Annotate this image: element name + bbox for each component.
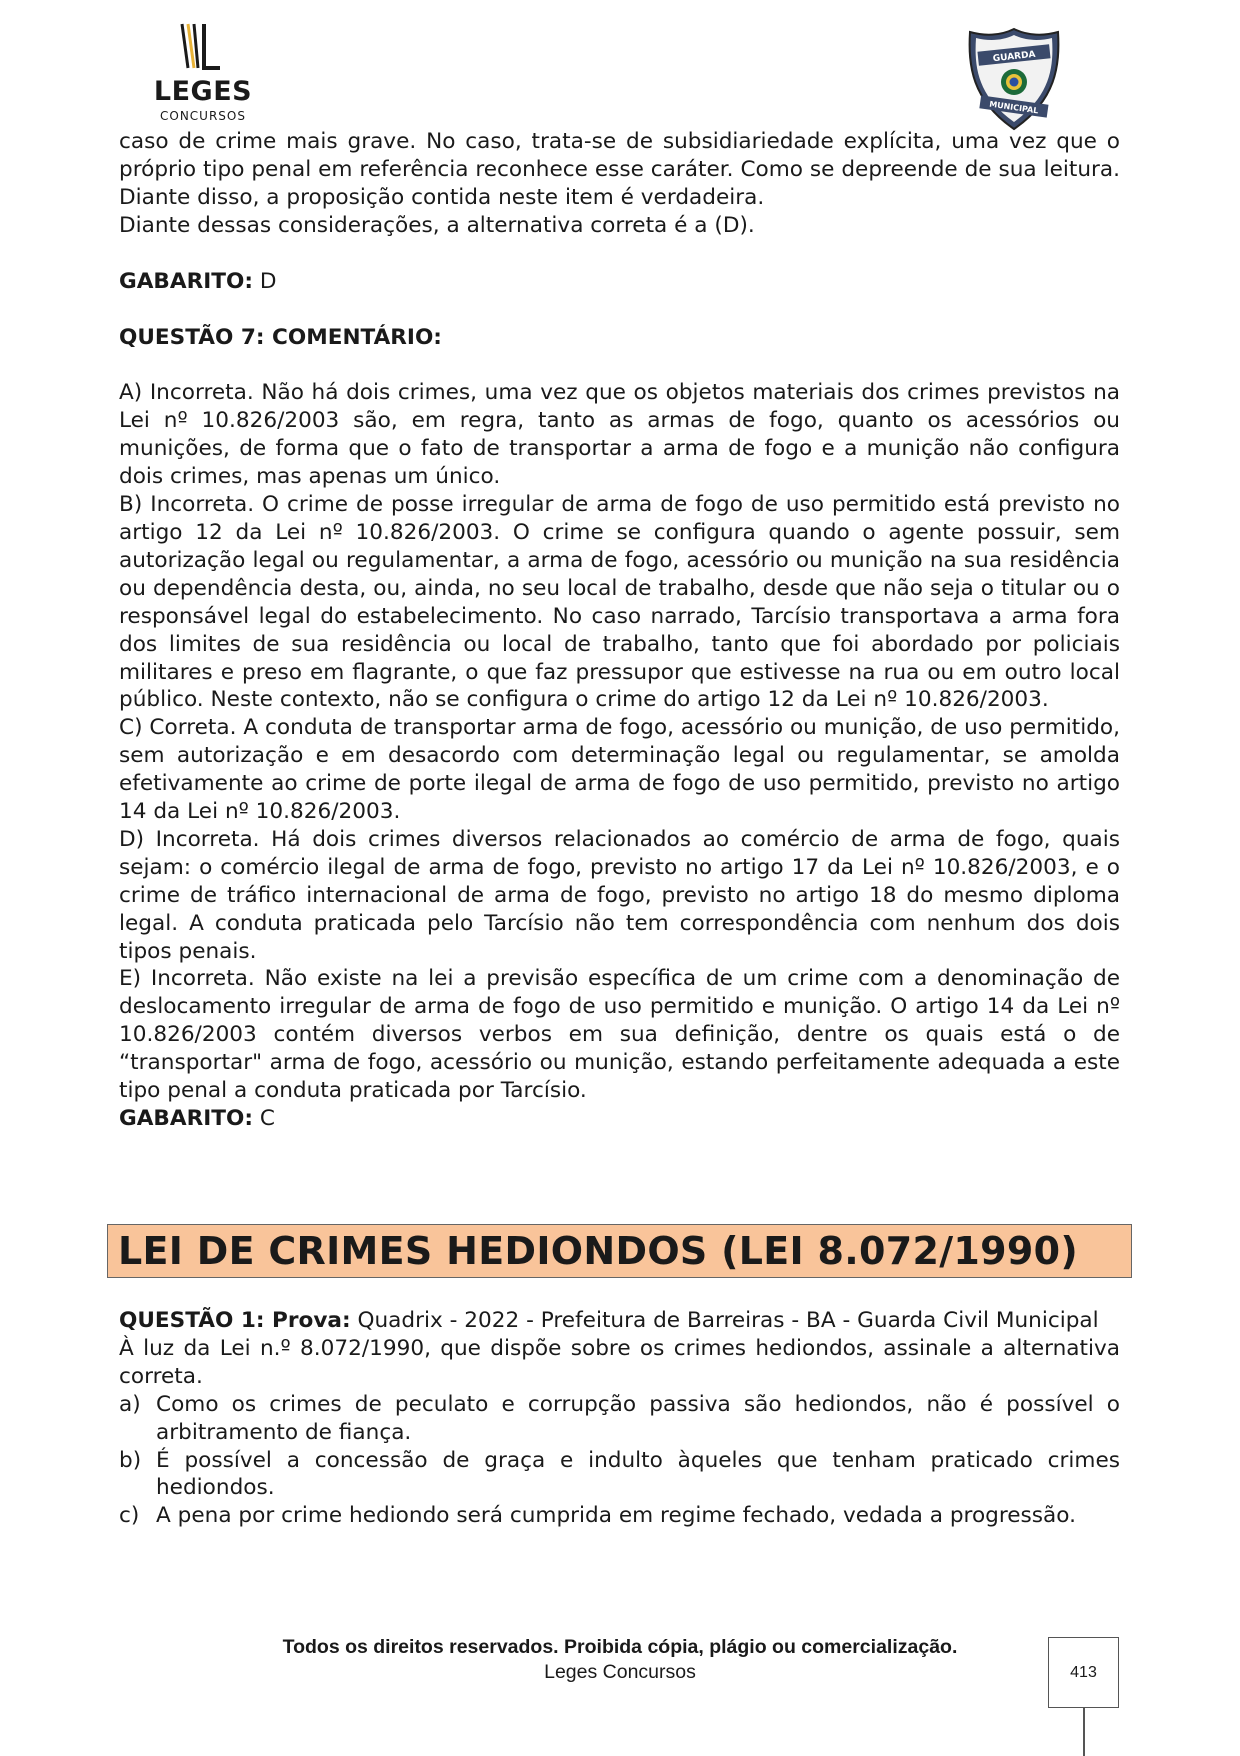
option-text: Como os crimes de peculato e corrupção passiva são hediondos, não é possível o arbitramento de fiança. <box>156 1391 1120 1445</box>
leges-mark-icon <box>178 22 222 74</box>
option-text: A pena por crime hediondo será cumprida em regime fechado, vedada a progressão. <box>156 1503 1076 1529</box>
comment-item-c: C) Correta. A conduta de transportar arma de fogo, acessório ou munição, de uso permitido, sem autorização e em desacordo com determinação legal ou regulamentar, se amolda efetivamente ao crime de porte ilegal de arma de fogo de uso permitido, previsto no artigo 14 da Lei nº 10.826/2003. <box>119 715 1120 825</box>
badge-top-label: GUARDA <box>992 49 1036 65</box>
option-letter: c) <box>119 1503 140 1529</box>
option-letter: a) <box>119 1391 141 1417</box>
badge-bottom-label: MUNICIPAL <box>988 99 1039 116</box>
page-number: 413 <box>1048 1637 1119 1708</box>
comment-item-e: E) Incorreta. Não existe na lei a previsão específica de um crime com a denominação de deslocamento irregular de arma de fogo de uso permitido e munição. O artigo 14 da Lei nº 10.826/2003 contém diversos verbos em sua definição, dentre os quais está o de “transportar" arma de fogo, acessório ou munição, estando perfeitamente adequada a este tipo penal a conduta praticada por Tarcísio. <box>119 966 1120 1104</box>
option-a <box>119 1391 1120 1447</box>
gabarito-c <box>119 1105 1120 1133</box>
continuation-paragraph: caso de crime mais grave. No caso, trata-se de subsidiariedade explícita, uma vez que o próprio tipo penal em referência reconhece esse caráter. Como se depreende de sua leitura. Diante disso, a proposição contida neste item é verdadeira. <box>119 129 1120 210</box>
gabarito-value: C <box>253 1106 275 1131</box>
option-letter: b) <box>119 1447 142 1473</box>
gabarito-value: D <box>253 268 277 294</box>
comment-item-d: D) Incorreta. Há dois crimes diversos relacionados ao comércio de arma de fogo, quais sejam: o comércio ilegal de arma de fogo, previsto no artigo 17 da Lei nº 10.826/2003, e o crime de tráfico internacional de arma de fogo, previsto no artigo 18 do mesmo diploma legal. A conduta praticada pelo Tarcísio não tem correspondência com nenhum dos dois tipos penais. <box>119 826 1120 964</box>
option-text: É possível a concessão de graça e indulto àqueles que tenham praticado crimes hediondos. <box>156 1447 1120 1501</box>
question-1-header <box>119 1307 1120 1335</box>
footer-company: Leges Concursos <box>544 1661 696 1683</box>
gabarito-d <box>119 268 1120 296</box>
gabarito-label: GABARITO: <box>119 268 253 294</box>
footer-rights: Todos os direitos reservados. Proibida cópia, plágio ou comercialização. <box>282 1636 958 1658</box>
section-heading: LEI DE CRIMES HEDIONDOS (LEI 8.072/1990) <box>107 1224 1132 1278</box>
option-c <box>119 1502 1120 1530</box>
main-content <box>119 128 1120 1133</box>
page-number-line <box>1083 1708 1085 1756</box>
question-1-block <box>119 1307 1120 1530</box>
gabarito-label: GABARITO: <box>119 1106 253 1131</box>
conclusion-paragraph: Diante dessas considerações, a alternativa correta é a (D). <box>119 212 755 238</box>
comment-item-b: B) Incorreta. O crime de posse irregular de arma de fogo de uso permitido está previsto no artigo 12 da Lei nº 10.826/2003. O crime se configura quando o agente possuir, sem autorização legal ou regulamentar, a arma de fogo, acessório ou munição na sua residência ou dependência desta, ou, ainda, no seu local de trabalho, desde que não seja o titular ou o responsável legal do estabelecimento. No caso narrado, Tarcísio transportava a arma fora dos limites de sua residência ou local de trabalho, tanto que foi abordado por policiais militares e preso em flagrante, o que faz pressupor que estivesse na rua ou em outro local público. Neste contexto, não se configura o crime do artigo 12 da Lei nº 10.826/2003. <box>119 492 1120 713</box>
comment-item-a: A) Incorreta. Não há dois crimes, uma vez que os objetos materiais dos crimes previstos na Lei nº 10.826/2003 são, em regra, tanto as armas de fogo, quanto os acessórios ou munições, de forma que o fato de transportar a arma de fogo e a munição não configura dois crimes, mas apenas um único. <box>119 380 1120 490</box>
question-1-statement: À luz da Lei n.º 8.072/1990, que dispõe sobre os crimes hediondos, assinale a alternativa correta. <box>119 1335 1120 1389</box>
question-1-source: Quadrix - 2022 - Prefeitura de Barreiras - BA - Guarda Civil Municipal <box>350 1308 1099 1333</box>
leges-brand-sub: CONCURSOS <box>160 109 246 123</box>
option-b <box>119 1447 1120 1503</box>
leges-logo <box>148 22 258 122</box>
question-7-title: QUESTÃO 7: COMENTÁRIO: <box>119 324 442 350</box>
question-1-label: QUESTÃO 1: Prova: <box>119 1308 351 1333</box>
guarda-municipal-badge-icon <box>966 26 1062 132</box>
leges-brand: LEGES <box>153 76 253 107</box>
